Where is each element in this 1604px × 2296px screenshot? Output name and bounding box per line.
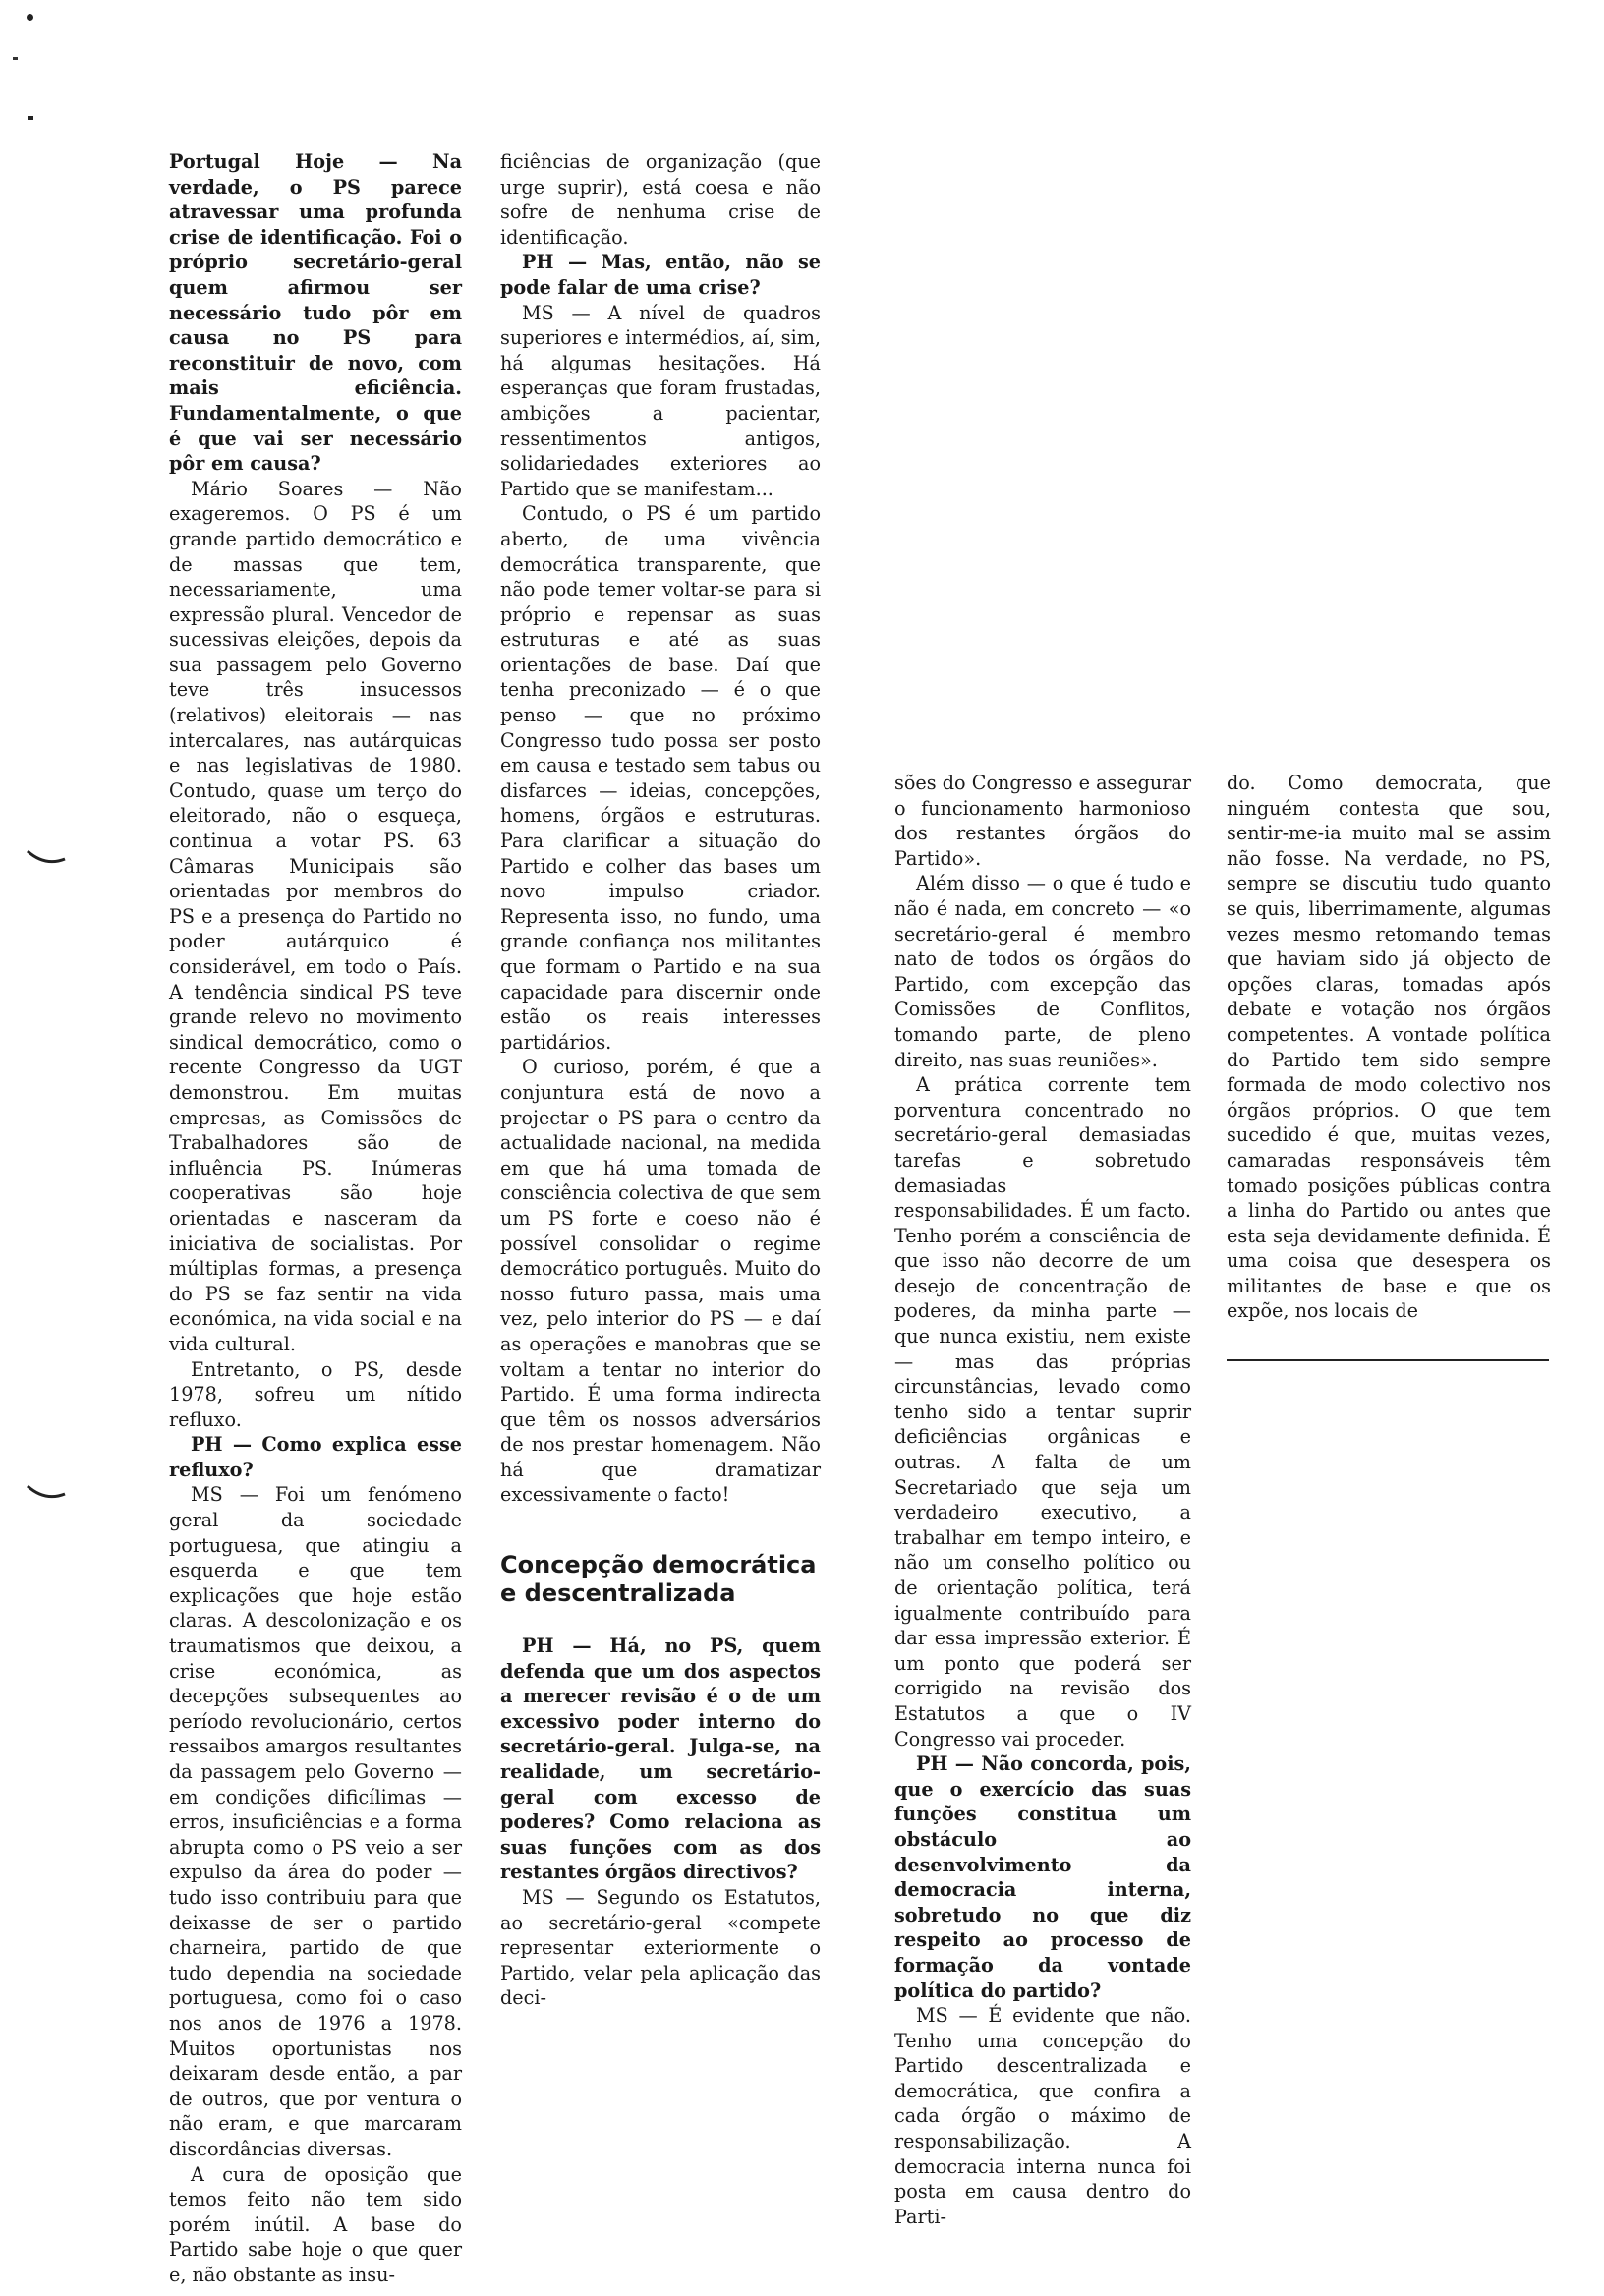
interview-question: PH — Como explica esse refluxo? xyxy=(169,1433,462,1481)
article-column-3 xyxy=(894,771,1191,2228)
scan-speck xyxy=(28,116,33,120)
interview-question: PH — Mas, então, não se pode falar de uma crise? xyxy=(500,251,821,299)
scan-speck xyxy=(27,14,33,21)
paragraph: A prática corrente tem porventura concentrado no secretário-geral demasiadas tarefas e sobretudo demasiadas responsabilidades. É um facto. Tenho porém a consciência de que isso não decorre de um desejo de concentração de poderes, da minha parte — que nunca existiu, nem existe — mas das próprias circunstâncias, levado como tenho sido a tentar suprir deficiências orgânicas e outras. A falta de um Secretariado que seja um verdadeiro executivo, a trabalhar em tempo inteiro, e não um conselho político ou de orientação política, terá igualmente contribuído para dar essa impressão exterior. É um ponto que poderá ser corrigido na revisão dos Estatutos a que o IV Congresso vai proceder. xyxy=(894,1073,1191,1751)
scan-speck xyxy=(13,57,18,60)
paragraph: Mário Soares — Não exageremos. O PS é um grande partido democrático e de massas que tem, necessariamente, uma expressão plural. Vencedor de sucessivas eleições, depois da sua passagem pelo Governo teve três insucessos (relativos) eleitorais — nas intercalares, nas autárquicas e nas legislativas de 1980. Contudo, quase um terço do eleitorado, não o esqueça, continua a votar PS. 63 Câmaras Municipais são orientadas por membros do PS e a presença do Partido no poder autárquico é considerável, em todo o País. A tendência sindical PS teve grande relevo no movimento sindical democrático, como o recente Congresso da UGT demonstrou. Em muitas empresas, as Comissões de Trabalhadores são de influência PS. Inúmeras cooperativas são hoje orientadas e nasceram da iniciativa de socialistas. Por múltiplas formas, a presença do PS se faz sentir na vida económica, na vida social e na vida cultural. xyxy=(169,477,462,1355)
paragraph: MS — É evidente que não. Tenho uma concepção do Partido descentralizada e democrática, que confira a cada órgão o máximo de responsabilização. A democracia interna nunca foi posta em causa dentro do Parti- xyxy=(894,2004,1191,2228)
interview-question: Portugal Hoje — Na verdade, o PS parece atravessar uma profunda crise de identificação. Foi o próprio secretário-geral quem afirmou ser necessário tudo pôr em causa no PS para reconstituir de novo, com mais eficiência. Fundamentalmente, o que é que vai ser necessário pôr em causa? xyxy=(169,150,462,476)
interview-question: PH — Há, no PS, quem defenda que um dos aspectos a merecer revisão é o de um excessivo poder interno do secretário-geral. Julga-se, na realidade, um secretário-geral com excesso de poderes? Como relaciona as suas funções com as dos restantes órgãos directivos? xyxy=(500,1635,821,1884)
paragraph: Além disso — o que é tudo e não é nada, em concreto — «o secretário-geral é membro nato de todos os órgãos do Partido, com excepção das Comissões de Conflitos, tomando parte, de pleno direito, nas suas reuniões». xyxy=(894,872,1191,1071)
paragraph: Entretanto, o PS, desde 1978, sofreu um nítido refluxo. xyxy=(169,1357,462,1431)
margin-hole-mark xyxy=(26,1482,69,1504)
paragraph: MS — Segundo os Estatutos, ao secretário-geral «compete representar exteriormente o Partido, velar pela aplicação das deci- xyxy=(500,1886,821,2010)
paragraph: do. Como democrata, que ninguém contesta que sou, sentir-me-ia muito mal se assim não fosse. Na verdade, no PS, sempre se discutiu tudo quanto se quis, liberrimamente, algumas vezes mesmo retomando temas que haviam sido já objecto de opções claras, tomadas após debate e votação nos órgãos competentes. A vontade política do Partido tem sido sempre formada de modo colectivo nos órgãos próprios. O que tem sucedido é que, muitas vezes, camaradas responsáveis têm tomado posições públicas contra a linha do Partido ou antes que esta seja devidamente definida. É uma coisa que desespera os militantes de base e que os expõe, nos locais de xyxy=(1227,772,1551,1323)
paragraph: MS — Foi um fenómeno geral da sociedade portuguesa, que atingiu a esquerda e que tem explicações que hoje estão claras. A descolonização e os traumatismos que deixou, a crise económica, as decepções subsequentes ao período revolucionário, certos ressaibos amargos resultantes da passagem pelo Governo — em condições dificílimas — erros, insuficiências e a forma abrupta como o PS veio a ser expulso da área do poder — tudo isso contribuiu para que deixasse de ser o partido charneira, partido de que tudo dependia na sociedade portuguesa, como foi o caso nos anos de 1976 a 1978. Muitos oportunistas nos deixaram desde então, a par de outros, que por ventura o não eram, e que marcaram discordâncias diversas. xyxy=(169,1483,462,2160)
paragraph: ficiências de organização (que urge suprir), está coesa e não sofre de nenhuma crise de identificação. xyxy=(500,150,821,249)
column-end-rule xyxy=(1227,1359,1549,1361)
interview-question: PH — Não concorda, pois, que o exercício das suas funções constitua um obstáculo ao desenvolvimento da democracia interna, sobretudo no que diz respeito ao processo de formação da vontade política do partido? xyxy=(894,1752,1191,2002)
paragraph: A cura de oposição que temos feito não tem sido porém inútil. A base do Partido sabe hoje o que quer e, não obstante as insu- xyxy=(169,2162,462,2286)
paragraph: O curioso, porém, é que a conjuntura está de novo a projectar o PS para o centro da actualidade nacional, na medida em que há uma tomada de consciência colectiva de que sem um PS forte e coeso não é possível consolidar o regime democrático português. Muito do nosso futuro passa, mais uma vez, pelo interior do PS — e daí as operações e manobras que se voltam a tentar no interior do Partido. É uma forma indirecta que têm os nossos adversários de nos prestar homenagem. Não há que dramatizar excessivamente o facto! xyxy=(500,1056,821,1507)
paragraph: MS — A nível de quadros superiores e intermédios, aí, sim, há algumas hesitações. Há esperanças que foram frustadas, ambições a pacientar, ressentimentos antigos, solidariedades exteriores ao Partido que se manifestam... xyxy=(500,301,821,500)
paragraph: sões do Congresso e assegurar o funcionamento harmonioso dos restantes órgãos do Partido». xyxy=(894,772,1191,870)
margin-hole-mark xyxy=(26,847,69,869)
paragraph: Contudo, o PS é um partido aberto, de uma vivência democrática transparente, que não pode temer voltar-se para si próprio e repensar as suas estruturas e até as suas orientações de base. Daí que tenha preconizado — é o que penso — que no próximo Congresso tudo possa ser posto em causa e testado sem tabus ou disfarces — ideias, concepções, homens, órgãos e estruturas. Para clarificar a situação do Partido e colher das bases um novo impulso criador. Representa isso, no fundo, uma grande confiança nos militantes que formam o Partido e na sua capacidade para discernir onde estão os reais interesses partidários. xyxy=(500,502,821,1054)
article-column-4 xyxy=(1227,771,1551,1321)
article-column-1 xyxy=(169,149,462,2286)
section-heading: Concepção democrática e descentralizada xyxy=(500,1551,817,1608)
article-column-2 xyxy=(500,149,821,2010)
